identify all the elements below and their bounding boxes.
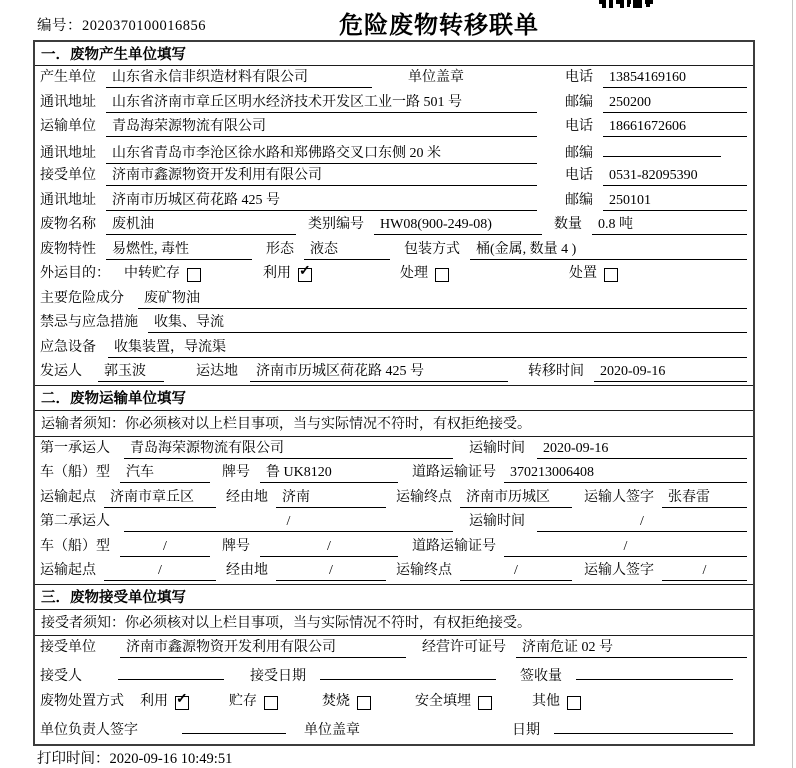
end1-value: 济南市历城区 — [460, 489, 572, 508]
component-label: 主要危险成分 — [40, 290, 124, 306]
purpose-row — [35, 262, 753, 287]
producer-address-value: 山东省济南市章丘区明水经济技术开发区工业一路 501 号 — [106, 94, 537, 113]
start2-value: / — [104, 562, 216, 581]
receiver-address-value: 济南市历城区荷花路 425 号 — [106, 192, 537, 211]
state-label: 形态 — [266, 241, 294, 257]
producer-zip-group — [565, 94, 747, 113]
quantity-label: 数量 — [554, 217, 582, 232]
receiver-phone-value: 0531-82095390 — [603, 167, 747, 186]
permit1-value: 370213006408 — [504, 464, 747, 483]
receiver-row — [35, 164, 753, 189]
page-title: 危险废物转移联单 — [339, 12, 539, 39]
accept-date-label: 接受日期 — [250, 668, 306, 684]
trait-label: 废物特性 — [40, 241, 96, 257]
sign2-label: 运输人签字 — [584, 563, 654, 578]
accepter-label: 接受人 — [40, 668, 82, 684]
producer-row — [35, 66, 753, 91]
transporter-zip-group — [565, 143, 747, 163]
disposal-label: 废物处置方式 — [40, 693, 124, 709]
shipper-value: 郭玉波 — [98, 363, 164, 382]
disposal-row — [35, 690, 753, 717]
start1-value: 济南市章丘区 — [104, 489, 216, 508]
via2-value: / — [276, 562, 386, 581]
option-label: 利用 — [140, 693, 168, 709]
zip-label: 邮编 — [565, 145, 593, 161]
transfer-time-value: 2020-09-16 — [594, 363, 747, 382]
checkbox-unchecked-icon — [567, 696, 581, 710]
purpose-option-treat — [400, 265, 449, 283]
start1-label: 运输起点 — [40, 489, 96, 505]
receiver-address-row — [35, 189, 753, 214]
purpose-option-transfer — [124, 265, 201, 283]
head-sign-label: 单位负责人签字 — [40, 722, 138, 738]
seal-label: 单位盖章 — [408, 70, 464, 85]
vehicle2-label: 车（船）型 — [40, 538, 110, 554]
equipment-label: 应急设备 — [40, 339, 96, 355]
measures-value: 收集、导流 — [148, 314, 747, 333]
print-time-line — [37, 747, 232, 768]
vehicle2-value: / — [120, 538, 210, 557]
unit-seal-label: 单位盖章 — [304, 722, 360, 738]
option-label: 利用 — [263, 266, 291, 281]
start2-label: 运输起点 — [40, 563, 96, 578]
accepter-value — [118, 666, 224, 680]
accepter-row — [35, 663, 753, 690]
sign2-value: / — [662, 562, 747, 581]
transporter-address-row — [35, 140, 753, 165]
emergency-measures-row — [35, 311, 753, 336]
transfer-time-label: 转移时间 — [528, 364, 584, 379]
option-label: 处理 — [400, 266, 428, 281]
checkbox-unchecked-icon — [264, 696, 278, 710]
qr-code-fragment — [599, 0, 653, 9]
print-time-value: 2020-09-16 10:49:51 — [109, 751, 233, 767]
transporter-value: 青岛海荣源物流有限公司 — [106, 118, 537, 137]
checkbox-checked-icon — [175, 696, 189, 710]
producer-value: 山东省永信非织造材料有限公司 — [106, 69, 372, 88]
option-label: 中转贮存 — [124, 266, 180, 281]
end1-label: 运输终点 — [396, 489, 452, 505]
category-label: 类别编号 — [308, 217, 364, 232]
zip-label: 邮编 — [565, 192, 593, 208]
via2-label: 经由地 — [226, 563, 268, 578]
checkbox-unchecked-icon — [357, 696, 371, 710]
print-time-label: 打印时间： — [37, 751, 110, 767]
hazard-component-row — [35, 287, 753, 312]
zip-label: 邮编 — [565, 94, 593, 110]
section3-title: 三．废物接受单位填写 — [35, 584, 753, 610]
accept-date-value — [320, 666, 496, 680]
equipment-value: 收集装置，导流渠 — [108, 339, 747, 358]
accept-unit-label: 接受单位 — [40, 639, 96, 655]
packing-label: 包装方式 — [404, 241, 460, 257]
transporter-address-value: 山东省青岛市李沧区徐水路和郑佛路交叉口东侧 20 米 — [106, 145, 537, 164]
vehicle1-row — [35, 461, 753, 486]
shipper-row — [35, 360, 753, 385]
checkbox-unchecked-icon — [435, 268, 449, 282]
category-value: HW08(900-249-08) — [374, 216, 542, 235]
time2-value: / — [537, 513, 747, 532]
purpose-option-utilize — [263, 265, 312, 283]
packing-value: 桶(金属, 数量 4 ) — [470, 241, 747, 260]
state-value: 液态 — [304, 241, 390, 260]
waste-name-label: 废物名称 — [40, 217, 96, 232]
receiver-notice: 接受者须知：你必须核对以上栏目事项，当与实际情况不符时，有权拒绝接受。 — [35, 610, 753, 636]
checkbox-unchecked-icon — [604, 268, 618, 282]
sign1-label: 运输人签字 — [584, 489, 654, 505]
option-label: 焚烧 — [322, 693, 350, 709]
disposal-option-landfill — [415, 693, 492, 711]
transporter-label: 运输单位 — [40, 119, 96, 134]
carrier1-label: 第一承运人 — [40, 440, 110, 456]
plate2-label: 牌号 — [222, 538, 250, 554]
option-label: 安全填埋 — [415, 693, 471, 709]
phone-label: 电话 — [565, 168, 593, 183]
time2-label: 运输时间 — [469, 514, 525, 529]
receiver-zip-value: 250101 — [603, 192, 747, 211]
quantity-value: 0.8 吨 — [592, 216, 747, 235]
manifest-form — [33, 40, 755, 746]
option-label: 处置 — [569, 266, 597, 281]
transporter-phone-group — [565, 118, 747, 137]
amount-value — [576, 666, 733, 680]
phone-label: 电话 — [565, 70, 593, 85]
scan-edge-line — [792, 0, 793, 768]
transporter-notice: 运输者须知：你必须核对以上栏目事项，当与实际情况不符时，有权拒绝接受。 — [35, 411, 753, 437]
waste-trait-row — [35, 238, 753, 263]
permit2-value: / — [504, 538, 747, 557]
serial-value: 2020370100016856 — [82, 18, 206, 34]
producer-address-row — [35, 91, 753, 116]
producer-zip-value: 250200 — [603, 94, 747, 113]
transporter-zip-value — [603, 143, 721, 157]
vehicle2-row — [35, 535, 753, 560]
option-label: 其他 — [532, 693, 560, 709]
plate1-label: 牌号 — [222, 465, 250, 480]
via1-value: 济南 — [276, 489, 386, 508]
producer-label: 产生单位 — [40, 70, 96, 85]
trait-value: 易燃性, 毒性 — [106, 241, 252, 260]
disposal-option-utilize — [140, 693, 189, 711]
vehicle1-value: 汽车 — [120, 464, 210, 483]
head-sign-value — [182, 720, 286, 734]
route2-row — [35, 559, 753, 584]
phone-label: 电话 — [565, 119, 593, 134]
time1-label: 运输时间 — [469, 440, 525, 456]
date-value — [554, 720, 733, 734]
amount-label: 签收量 — [520, 668, 562, 684]
head-sign-row — [35, 717, 753, 744]
license-value: 济南危证 02 号 — [516, 639, 747, 658]
waste-name-row — [35, 213, 753, 238]
measures-label: 禁忌与应急措施 — [40, 315, 138, 330]
date-label: 日期 — [512, 722, 540, 738]
transporter-row — [35, 115, 753, 140]
end2-label: 运输终点 — [396, 563, 452, 578]
carrier1-value: 青岛海荣源物流有限公司 — [124, 440, 453, 459]
option-label: 贮存 — [229, 693, 257, 709]
destination-value: 济南市历城区荷花路 425 号 — [250, 363, 508, 382]
address-label: 通讯地址 — [40, 192, 96, 208]
component-value: 废矿物油 — [138, 290, 747, 309]
transporter-phone-value: 18661672606 — [603, 118, 747, 137]
section2-title: 二．废物运输单位填写 — [35, 385, 753, 411]
license-label: 经营许可证号 — [422, 639, 506, 655]
checkbox-checked-icon — [298, 268, 312, 282]
disposal-option-burn — [322, 693, 371, 711]
address-label: 通讯地址 — [40, 145, 96, 161]
disposal-option-other — [532, 693, 581, 711]
emergency-equipment-row — [35, 336, 753, 361]
checkbox-unchecked-icon — [478, 696, 492, 710]
permit1-label: 道路运输证号 — [412, 465, 496, 480]
receiver-value: 济南市鑫源物资开发利用有限公司 — [106, 167, 537, 186]
receiver-zip-group — [565, 192, 747, 211]
permit2-label: 道路运输证号 — [412, 538, 496, 554]
via1-label: 经由地 — [226, 489, 268, 505]
carrier1-row — [35, 437, 753, 462]
shipper-label: 发运人 — [40, 364, 82, 379]
purpose-label: 外运目的： — [40, 266, 110, 281]
route1-row — [35, 486, 753, 511]
waste-name-value: 废机油 — [106, 216, 296, 235]
carrier2-label: 第二承运人 — [40, 514, 110, 529]
carrier2-row — [35, 510, 753, 535]
receiver-label: 接受单位 — [40, 168, 96, 183]
receiver-phone-group — [565, 167, 747, 186]
accept-unit-row — [35, 636, 753, 663]
section1-title: 一．废物产生单位填写 — [35, 42, 753, 66]
time1-value: 2020-09-16 — [537, 440, 747, 459]
checkbox-unchecked-icon — [187, 268, 201, 282]
disposal-option-store — [229, 693, 278, 711]
purpose-option-dispose — [569, 265, 618, 283]
destination-label: 运达地 — [196, 364, 238, 379]
carrier2-value: / — [124, 513, 453, 532]
address-label: 通讯地址 — [40, 94, 96, 110]
accept-unit-value: 济南市鑫源物资开发利用有限公司 — [120, 639, 406, 658]
producer-phone-group — [565, 69, 747, 88]
plate1-value: 鲁 UK8120 — [260, 464, 398, 483]
serial-label: 编号： — [37, 18, 82, 34]
end2-value: / — [460, 562, 572, 581]
plate2-value: / — [260, 538, 398, 557]
vehicle1-label: 车（船）型 — [40, 465, 110, 480]
sign1-value: 张春雷 — [662, 489, 747, 508]
producer-phone-value: 13854169160 — [603, 69, 747, 88]
